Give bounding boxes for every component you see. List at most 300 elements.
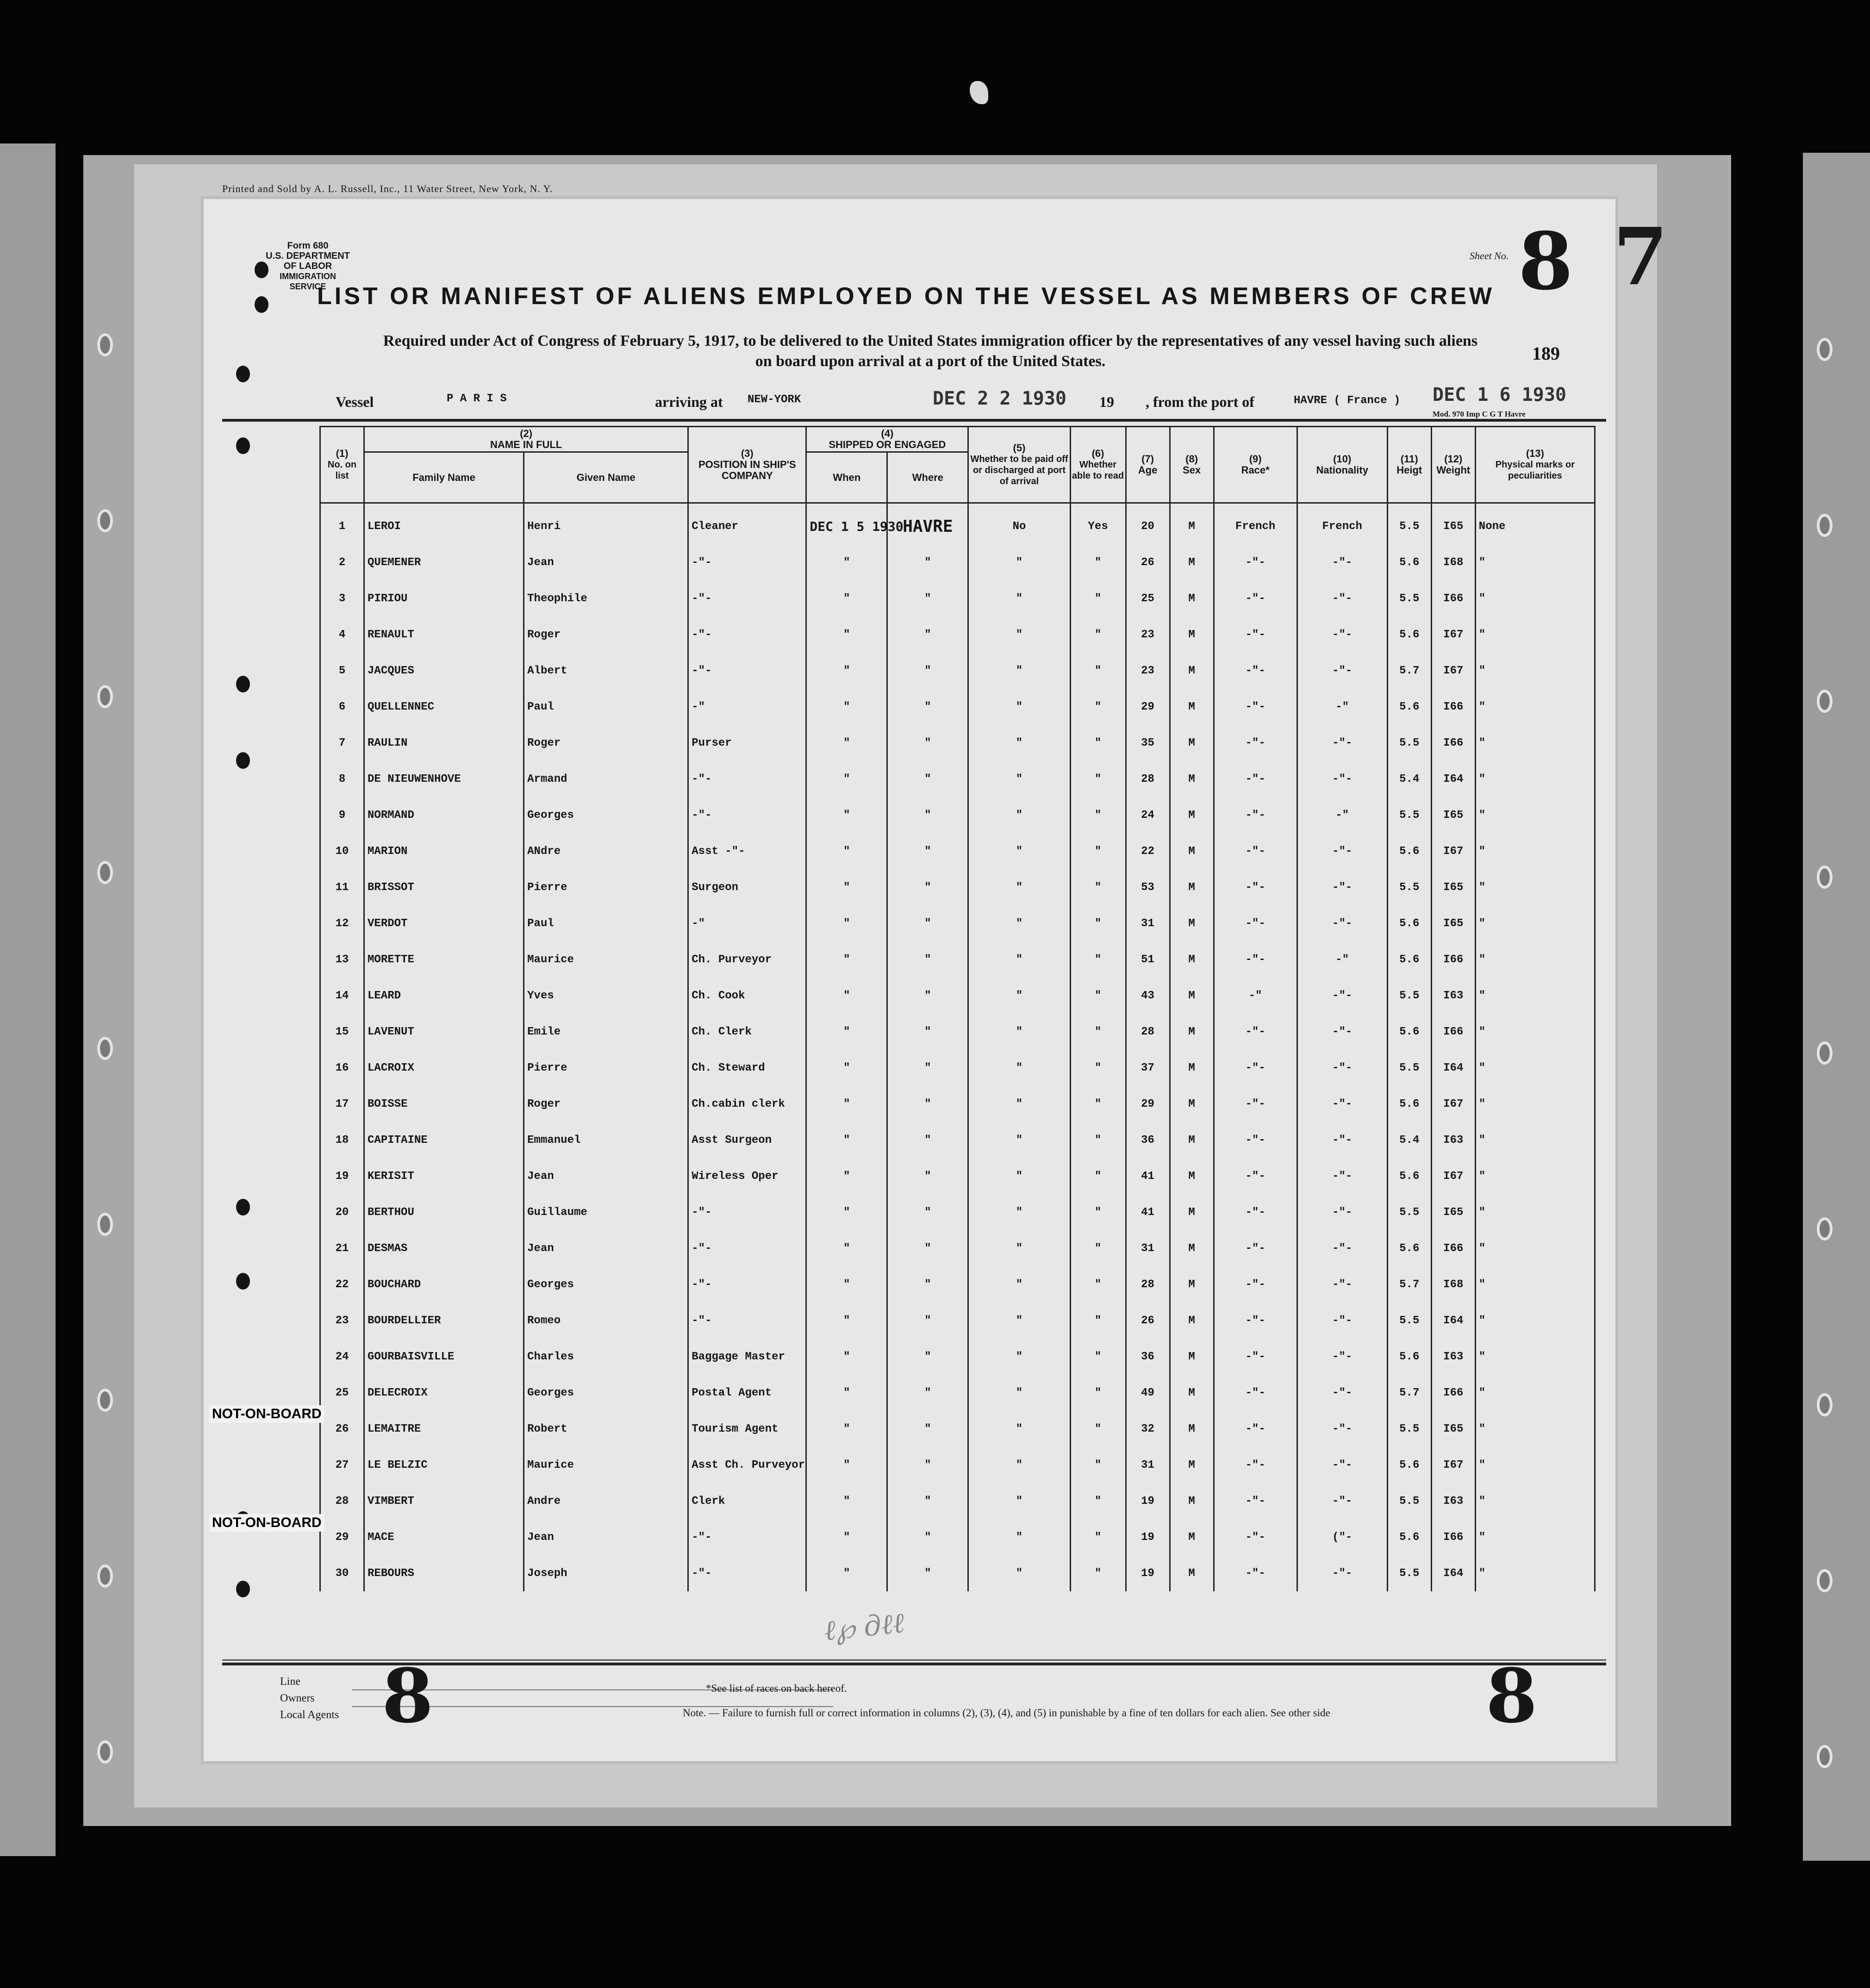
- cell-age: 19: [1126, 1519, 1170, 1555]
- cell-position: Ch. Steward: [688, 1050, 806, 1086]
- cell-row-number: 3: [320, 580, 364, 617]
- cell-discharged: ": [968, 1447, 1070, 1483]
- cell-age: 49: [1126, 1375, 1170, 1411]
- cell-age: 25: [1126, 580, 1170, 617]
- sheet-number: 8: [1518, 215, 1573, 308]
- cell-age: 43: [1126, 978, 1170, 1014]
- binder-holes-right: [1817, 338, 1833, 1768]
- cell-shipped-when: ": [806, 941, 887, 978]
- cell-age: 26: [1126, 544, 1170, 580]
- cell-position: -"-: [688, 1194, 806, 1230]
- col-list-number-header: (1) No. on list: [320, 427, 364, 503]
- table-row: [320, 1447, 1595, 1483]
- arriving-label: arriving at: [655, 393, 723, 410]
- binder-holes-left: [97, 333, 113, 1764]
- cell-race: -"-: [1214, 653, 1297, 689]
- table-row: [320, 797, 1595, 833]
- cell-row-number: 8: [320, 761, 364, 797]
- col-race-header: (9) Race*: [1214, 427, 1297, 503]
- cell-shipped-when: ": [806, 1194, 887, 1230]
- table-row: [320, 544, 1595, 580]
- cell-nationality: -"-: [1297, 1122, 1387, 1158]
- cell-physical-marks: ": [1475, 617, 1595, 653]
- cell-race: -"-: [1214, 1086, 1297, 1122]
- cell-weight: I63: [1431, 1122, 1475, 1158]
- cell-age: 19: [1126, 1483, 1170, 1519]
- cell-position: -"-: [688, 544, 806, 580]
- table-row: [320, 833, 1595, 869]
- cell-shipped-where: ": [887, 978, 968, 1014]
- cell-nationality: -"-: [1297, 653, 1387, 689]
- cell-age: 23: [1126, 653, 1170, 689]
- cell-shipped-when: ": [806, 1122, 887, 1158]
- cell-physical-marks: ": [1475, 1086, 1595, 1122]
- cell-nationality: -"-: [1297, 1050, 1387, 1086]
- departure-date-stamp: DEC 1 6 1930: [1433, 384, 1566, 405]
- cell-able-to-read: ": [1070, 941, 1126, 978]
- cell-given-name: Albert: [524, 653, 688, 689]
- cell-family-name: PIRIOU: [364, 580, 524, 617]
- cell-height: 5.5: [1387, 1050, 1431, 1086]
- cell-able-to-read: Yes: [1070, 503, 1126, 545]
- cell-age: 29: [1126, 689, 1170, 725]
- cell-race: -"-: [1214, 725, 1297, 761]
- cell-able-to-read: ": [1070, 1194, 1126, 1230]
- cell-discharged: ": [968, 1014, 1070, 1050]
- cell-sex: M: [1170, 1519, 1214, 1555]
- cell-given-name: Romeo: [524, 1302, 688, 1339]
- not-on-board-stamp: NOT-ON-BOARD: [209, 1514, 324, 1532]
- binder-hole: [1817, 338, 1833, 361]
- cell-shipped-when: ": [806, 544, 887, 580]
- cell-sex: M: [1170, 1086, 1214, 1122]
- cell-sex: M: [1170, 1302, 1214, 1339]
- cell-discharged: ": [968, 617, 1070, 653]
- cell-discharged: ": [968, 544, 1070, 580]
- cell-physical-marks: ": [1475, 1158, 1595, 1194]
- from-port-label: , from the port of: [1146, 393, 1254, 410]
- cell-discharged: ": [968, 1411, 1070, 1447]
- cell-position: -"-: [688, 653, 806, 689]
- cell-shipped-when: ": [806, 869, 887, 905]
- cell-height: 5.5: [1387, 869, 1431, 905]
- cell-family-name: MACE: [364, 1519, 524, 1555]
- cell-weight: I66: [1431, 725, 1475, 761]
- punch-hole: [236, 676, 250, 692]
- cell-age: 32: [1126, 1411, 1170, 1447]
- cell-family-name: LEARD: [364, 978, 524, 1014]
- cell-family-name: CAPITAINE: [364, 1122, 524, 1158]
- arrival-date-stamp: DEC 2 2 1930: [933, 388, 1066, 409]
- cell-nationality: -"-: [1297, 761, 1387, 797]
- cell-nationality: -": [1297, 689, 1387, 725]
- cell-shipped-when: ": [806, 1302, 887, 1339]
- crew-manifest-table: [319, 426, 1596, 1591]
- cell-position: Postal Agent: [688, 1375, 806, 1411]
- table-row: [320, 725, 1595, 761]
- cell-nationality: -"-: [1297, 580, 1387, 617]
- cell-sex: M: [1170, 689, 1214, 725]
- binder-hole: [97, 1213, 113, 1236]
- cell-shipped-where: ": [887, 1050, 968, 1086]
- cell-row-number: 10: [320, 833, 364, 869]
- cell-weight: I66: [1431, 1014, 1475, 1050]
- cell-physical-marks: ": [1475, 1122, 1595, 1158]
- cell-shipped-where: ": [887, 941, 968, 978]
- punch-hole: [236, 1581, 250, 1597]
- cell-height: 5.5: [1387, 1302, 1431, 1339]
- cell-family-name: MARION: [364, 833, 524, 869]
- binder-hole: [1817, 514, 1833, 537]
- cell-family-name: LACROIX: [364, 1050, 524, 1086]
- cell-family-name: LEROI: [364, 503, 524, 545]
- punch-hole: [236, 1199, 250, 1215]
- page-number: 189: [1532, 343, 1560, 364]
- cell-physical-marks: ": [1475, 653, 1595, 689]
- cell-given-name: Georges: [524, 1266, 688, 1302]
- cell-shipped-when: ": [806, 1086, 887, 1122]
- cell-family-name: MORETTE: [364, 941, 524, 978]
- cell-shipped-where: ": [887, 1086, 968, 1122]
- cell-race: -"-: [1214, 905, 1297, 941]
- cell-sex: M: [1170, 869, 1214, 905]
- cell-shipped-when: ": [806, 1050, 887, 1086]
- cell-row-number: 13: [320, 941, 364, 978]
- cell-family-name: RENAULT: [364, 617, 524, 653]
- cell-age: 36: [1126, 1122, 1170, 1158]
- binder-hole: [97, 333, 113, 356]
- cell-sex: M: [1170, 503, 1214, 545]
- cell-family-name: LEMAITRE: [364, 1411, 524, 1447]
- cell-height: 5.5: [1387, 503, 1431, 545]
- cell-physical-marks: ": [1475, 1375, 1595, 1411]
- cell-shipped-where: ": [887, 1158, 968, 1194]
- cell-nationality: -": [1297, 941, 1387, 978]
- cell-race: -"-: [1214, 580, 1297, 617]
- cell-nationality: -"-: [1297, 1375, 1387, 1411]
- cell-shipped-when: ": [806, 1230, 887, 1266]
- cell-weight: I67: [1431, 833, 1475, 869]
- cell-shipped-when: ": [806, 978, 887, 1014]
- cell-row-number: 14: [320, 978, 364, 1014]
- cell-discharged: ": [968, 1086, 1070, 1122]
- cell-shipped-where: ": [887, 1483, 968, 1519]
- cell-given-name: Paul: [524, 905, 688, 941]
- cell-sex: M: [1170, 1014, 1214, 1050]
- footer-agents-label: Local Agents: [280, 1709, 339, 1721]
- cell-race: -"-: [1214, 1555, 1297, 1591]
- cell-nationality: -": [1297, 797, 1387, 833]
- cell-sex: M: [1170, 941, 1214, 978]
- cell-nationality: -"-: [1297, 1266, 1387, 1302]
- cell-shipped-where: ": [887, 1411, 968, 1447]
- table-row: [320, 1339, 1595, 1375]
- table-row: [320, 1122, 1595, 1158]
- table-row: [320, 503, 1595, 545]
- cell-able-to-read: ": [1070, 617, 1126, 653]
- cell-sex: M: [1170, 725, 1214, 761]
- col-sex-header: (8) Sex: [1170, 427, 1214, 503]
- cell-shipped-when: ": [806, 1519, 887, 1555]
- table-top-rule: [222, 419, 1606, 422]
- cell-age: 22: [1126, 833, 1170, 869]
- table-row: [320, 1266, 1595, 1302]
- cell-discharged: ": [968, 725, 1070, 761]
- cell-age: 28: [1126, 761, 1170, 797]
- table-row: [320, 617, 1595, 653]
- cell-sex: M: [1170, 1122, 1214, 1158]
- cell-physical-marks: ": [1475, 1519, 1595, 1555]
- cell-shipped-where: ": [887, 1230, 968, 1266]
- cell-row-number: 1: [320, 503, 364, 545]
- cell-family-name: DELECROIX: [364, 1375, 524, 1411]
- vessel-label: Vessel: [336, 393, 374, 410]
- cell-nationality: -"-: [1297, 1194, 1387, 1230]
- cell-family-name: VIMBERT: [364, 1483, 524, 1519]
- punch-hole: [236, 1273, 250, 1290]
- cell-row-number: 15: [320, 1014, 364, 1050]
- binder-hole: [97, 509, 113, 532]
- cell-nationality: -"-: [1297, 1555, 1387, 1591]
- table-row: [320, 1375, 1595, 1411]
- cell-sex: M: [1170, 653, 1214, 689]
- cell-weight: I65: [1431, 905, 1475, 941]
- table-row: [320, 761, 1595, 797]
- cell-position: -"-: [688, 580, 806, 617]
- cell-family-name: LE BELZIC: [364, 1447, 524, 1483]
- cell-shipped-where: ": [887, 761, 968, 797]
- cell-row-number: 6: [320, 689, 364, 725]
- cell-height: 5.5: [1387, 978, 1431, 1014]
- cell-family-name: BRISSOT: [364, 869, 524, 905]
- cell-weight: I67: [1431, 1158, 1475, 1194]
- cell-shipped-where: ": [887, 1555, 968, 1591]
- table-row: [320, 1158, 1595, 1194]
- col-nationality-header: (10) Nationality: [1297, 427, 1387, 503]
- cell-position: Cleaner: [688, 503, 806, 545]
- col-discharged-header: (5) Whether to be paid off or discharged at port of arrival: [968, 427, 1070, 503]
- cell-able-to-read: ": [1070, 1483, 1126, 1519]
- cell-shipped-where: ": [887, 617, 968, 653]
- cell-position: Asst Surgeon: [688, 1122, 806, 1158]
- cell-family-name: VERDOT: [364, 905, 524, 941]
- cell-nationality: -"-: [1297, 1447, 1387, 1483]
- binder-hole: [1817, 1217, 1833, 1240]
- sheet-number-label: Sheet No.: [1470, 250, 1509, 262]
- cell-discharged: ": [968, 1050, 1070, 1086]
- cell-family-name: DESMAS: [364, 1230, 524, 1266]
- punch-hole: [255, 296, 268, 313]
- cell-weight: I66: [1431, 1375, 1475, 1411]
- cell-discharged: No: [968, 503, 1070, 545]
- table-row: [320, 1411, 1595, 1447]
- cell-age: 20: [1126, 503, 1170, 545]
- cell-family-name: DE NIEUWENHOVE: [364, 761, 524, 797]
- cell-family-name: QUELLENNEC: [364, 689, 524, 725]
- table-row: [320, 905, 1595, 941]
- cell-nationality: -"-: [1297, 1411, 1387, 1447]
- cell-discharged: ": [968, 1266, 1070, 1302]
- cell-physical-marks: ": [1475, 725, 1595, 761]
- cell-shipped-when: ": [806, 1339, 887, 1375]
- cell-position: -"-: [688, 1266, 806, 1302]
- table-row: [320, 978, 1595, 1014]
- cell-age: 36: [1126, 1339, 1170, 1375]
- cell-height: 5.6: [1387, 941, 1431, 978]
- cell-age: 31: [1126, 1230, 1170, 1266]
- cell-position: Tourism Agent: [688, 1411, 806, 1447]
- cell-shipped-when: ": [806, 617, 887, 653]
- cell-family-name: QUEMENER: [364, 544, 524, 580]
- cell-given-name: Jean: [524, 544, 688, 580]
- manifest-sheet: [204, 183, 1668, 1761]
- cell-position: -"-: [688, 797, 806, 833]
- cell-physical-marks: ": [1475, 1194, 1595, 1230]
- cell-row-number: 27: [320, 1447, 364, 1483]
- cell-given-name: Emmanuel: [524, 1122, 688, 1158]
- year-prefix: 19: [1099, 393, 1114, 410]
- cell-family-name: LAVENUT: [364, 1014, 524, 1050]
- cell-sex: M: [1170, 905, 1214, 941]
- departure-port: HAVRE ( France ): [1294, 394, 1401, 407]
- cell-physical-marks: ": [1475, 978, 1595, 1014]
- cell-discharged: ": [968, 941, 1070, 978]
- cell-race: -"-: [1214, 617, 1297, 653]
- binder-hole: [97, 1037, 113, 1060]
- cell-age: 41: [1126, 1194, 1170, 1230]
- footer-left-handwritten-number: 8: [382, 1652, 434, 1739]
- cell-able-to-read: ": [1070, 833, 1126, 869]
- cell-row-number: 11: [320, 869, 364, 905]
- cell-height: 5.6: [1387, 689, 1431, 725]
- cell-weight: I68: [1431, 1266, 1475, 1302]
- cell-weight: I65: [1431, 869, 1475, 905]
- cell-sex: M: [1170, 1339, 1214, 1375]
- cell-able-to-read: ": [1070, 1086, 1126, 1122]
- cell-family-name: REBOURS: [364, 1555, 524, 1591]
- cell-age: 23: [1126, 617, 1170, 653]
- cell-physical-marks: ": [1475, 797, 1595, 833]
- cell-position: Baggage Master: [688, 1339, 806, 1375]
- cell-race: -"-: [1214, 1447, 1297, 1483]
- col-height-header: (11) Heigt: [1387, 427, 1431, 503]
- cell-weight: I67: [1431, 1447, 1475, 1483]
- cell-nationality: -"-: [1297, 1230, 1387, 1266]
- cell-sex: M: [1170, 1375, 1214, 1411]
- cell-given-name: Jean: [524, 1158, 688, 1194]
- cell-physical-marks: ": [1475, 941, 1595, 978]
- cell-able-to-read: ": [1070, 1122, 1126, 1158]
- cell-position: Clerk: [688, 1483, 806, 1519]
- cell-physical-marks: ": [1475, 1555, 1595, 1591]
- cell-row-number: 23: [320, 1302, 364, 1339]
- cell-weight: I66: [1431, 1519, 1475, 1555]
- cell-discharged: ": [968, 1483, 1070, 1519]
- cell-nationality: -"-: [1297, 978, 1387, 1014]
- cell-given-name: Roger: [524, 1086, 688, 1122]
- cell-shipped-where: ": [887, 653, 968, 689]
- cell-physical-marks: ": [1475, 1230, 1595, 1266]
- footer-owners-label: Owners: [280, 1692, 315, 1704]
- cell-family-name: GOURBAISVILLE: [364, 1339, 524, 1375]
- page-title: LIST OR MANIFEST OF ALIENS EMPLOYED ON THE VESSEL AS MEMBERS OF CREW: [317, 283, 1495, 310]
- underlying-page-right: [1803, 153, 1870, 1861]
- cell-able-to-read: ": [1070, 1339, 1126, 1375]
- cell-height: 5.6: [1387, 1339, 1431, 1375]
- cell-physical-marks: ": [1475, 1411, 1595, 1447]
- cell-height: 5.4: [1387, 761, 1431, 797]
- cell-height: 5.6: [1387, 833, 1431, 869]
- torn-corner-fragment: [970, 81, 988, 104]
- cell-able-to-read: ": [1070, 689, 1126, 725]
- cell-discharged: ": [968, 1555, 1070, 1591]
- table-row: [320, 941, 1595, 978]
- cell-height: 5.6: [1387, 1014, 1431, 1050]
- cell-physical-marks: ": [1475, 544, 1595, 580]
- cell-race: -"-: [1214, 689, 1297, 725]
- previous-sheet-number: 7: [1613, 211, 1668, 303]
- cell-nationality: -"-: [1297, 1014, 1387, 1050]
- table-row: [320, 653, 1595, 689]
- cell-nationality: -"-: [1297, 1158, 1387, 1194]
- cell-position: -"-: [688, 1519, 806, 1555]
- table-row: [320, 1519, 1595, 1555]
- binder-hole: [97, 1389, 113, 1412]
- cell-sex: M: [1170, 1230, 1214, 1266]
- cell-position: Purser: [688, 725, 806, 761]
- cell-position: -"-: [688, 1302, 806, 1339]
- cell-shipped-where: ": [887, 1302, 968, 1339]
- cell-able-to-read: ": [1070, 761, 1126, 797]
- cell-given-name: Yves: [524, 978, 688, 1014]
- cell-row-number: 18: [320, 1122, 364, 1158]
- cell-shipped-where: ": [887, 1519, 968, 1555]
- cell-shipped-when: ": [806, 1447, 887, 1483]
- cell-weight: I66: [1431, 689, 1475, 725]
- cell-race: -"-: [1214, 1266, 1297, 1302]
- cell-given-name: Paul: [524, 689, 688, 725]
- cell-given-name: Pierre: [524, 1050, 688, 1086]
- binder-hole: [97, 1564, 113, 1588]
- cell-age: 28: [1126, 1014, 1170, 1050]
- table-row: [320, 1050, 1595, 1086]
- cell-height: 5.6: [1387, 905, 1431, 941]
- cell-able-to-read: ": [1070, 1158, 1126, 1194]
- cell-sex: M: [1170, 580, 1214, 617]
- cell-nationality: -"-: [1297, 1086, 1387, 1122]
- cell-weight: I66: [1431, 1230, 1475, 1266]
- cell-age: 24: [1126, 797, 1170, 833]
- cell-shipped-where: ": [887, 1014, 968, 1050]
- cell-row-number: 7: [320, 725, 364, 761]
- cell-physical-marks: ": [1475, 1339, 1595, 1375]
- cell-nationality: French: [1297, 503, 1387, 545]
- cell-height: 5.7: [1387, 653, 1431, 689]
- cell-able-to-read: ": [1070, 1302, 1126, 1339]
- cell-height: 5.6: [1387, 1158, 1431, 1194]
- cell-shipped-where: ": [887, 544, 968, 580]
- cell-height: 5.6: [1387, 1086, 1431, 1122]
- cell-physical-marks: ": [1475, 1302, 1595, 1339]
- cell-race: -"-: [1214, 544, 1297, 580]
- cell-nationality: -"-: [1297, 1302, 1387, 1339]
- cell-position: Ch.cabin clerk: [688, 1086, 806, 1122]
- cell-shipped-when: ": [806, 1014, 887, 1050]
- cell-discharged: ": [968, 653, 1070, 689]
- cell-age: 19: [1126, 1555, 1170, 1591]
- col-shipped-header: (4) SHIPPED OR ENGAGED: [806, 427, 968, 452]
- cell-position: Wireless Oper: [688, 1158, 806, 1194]
